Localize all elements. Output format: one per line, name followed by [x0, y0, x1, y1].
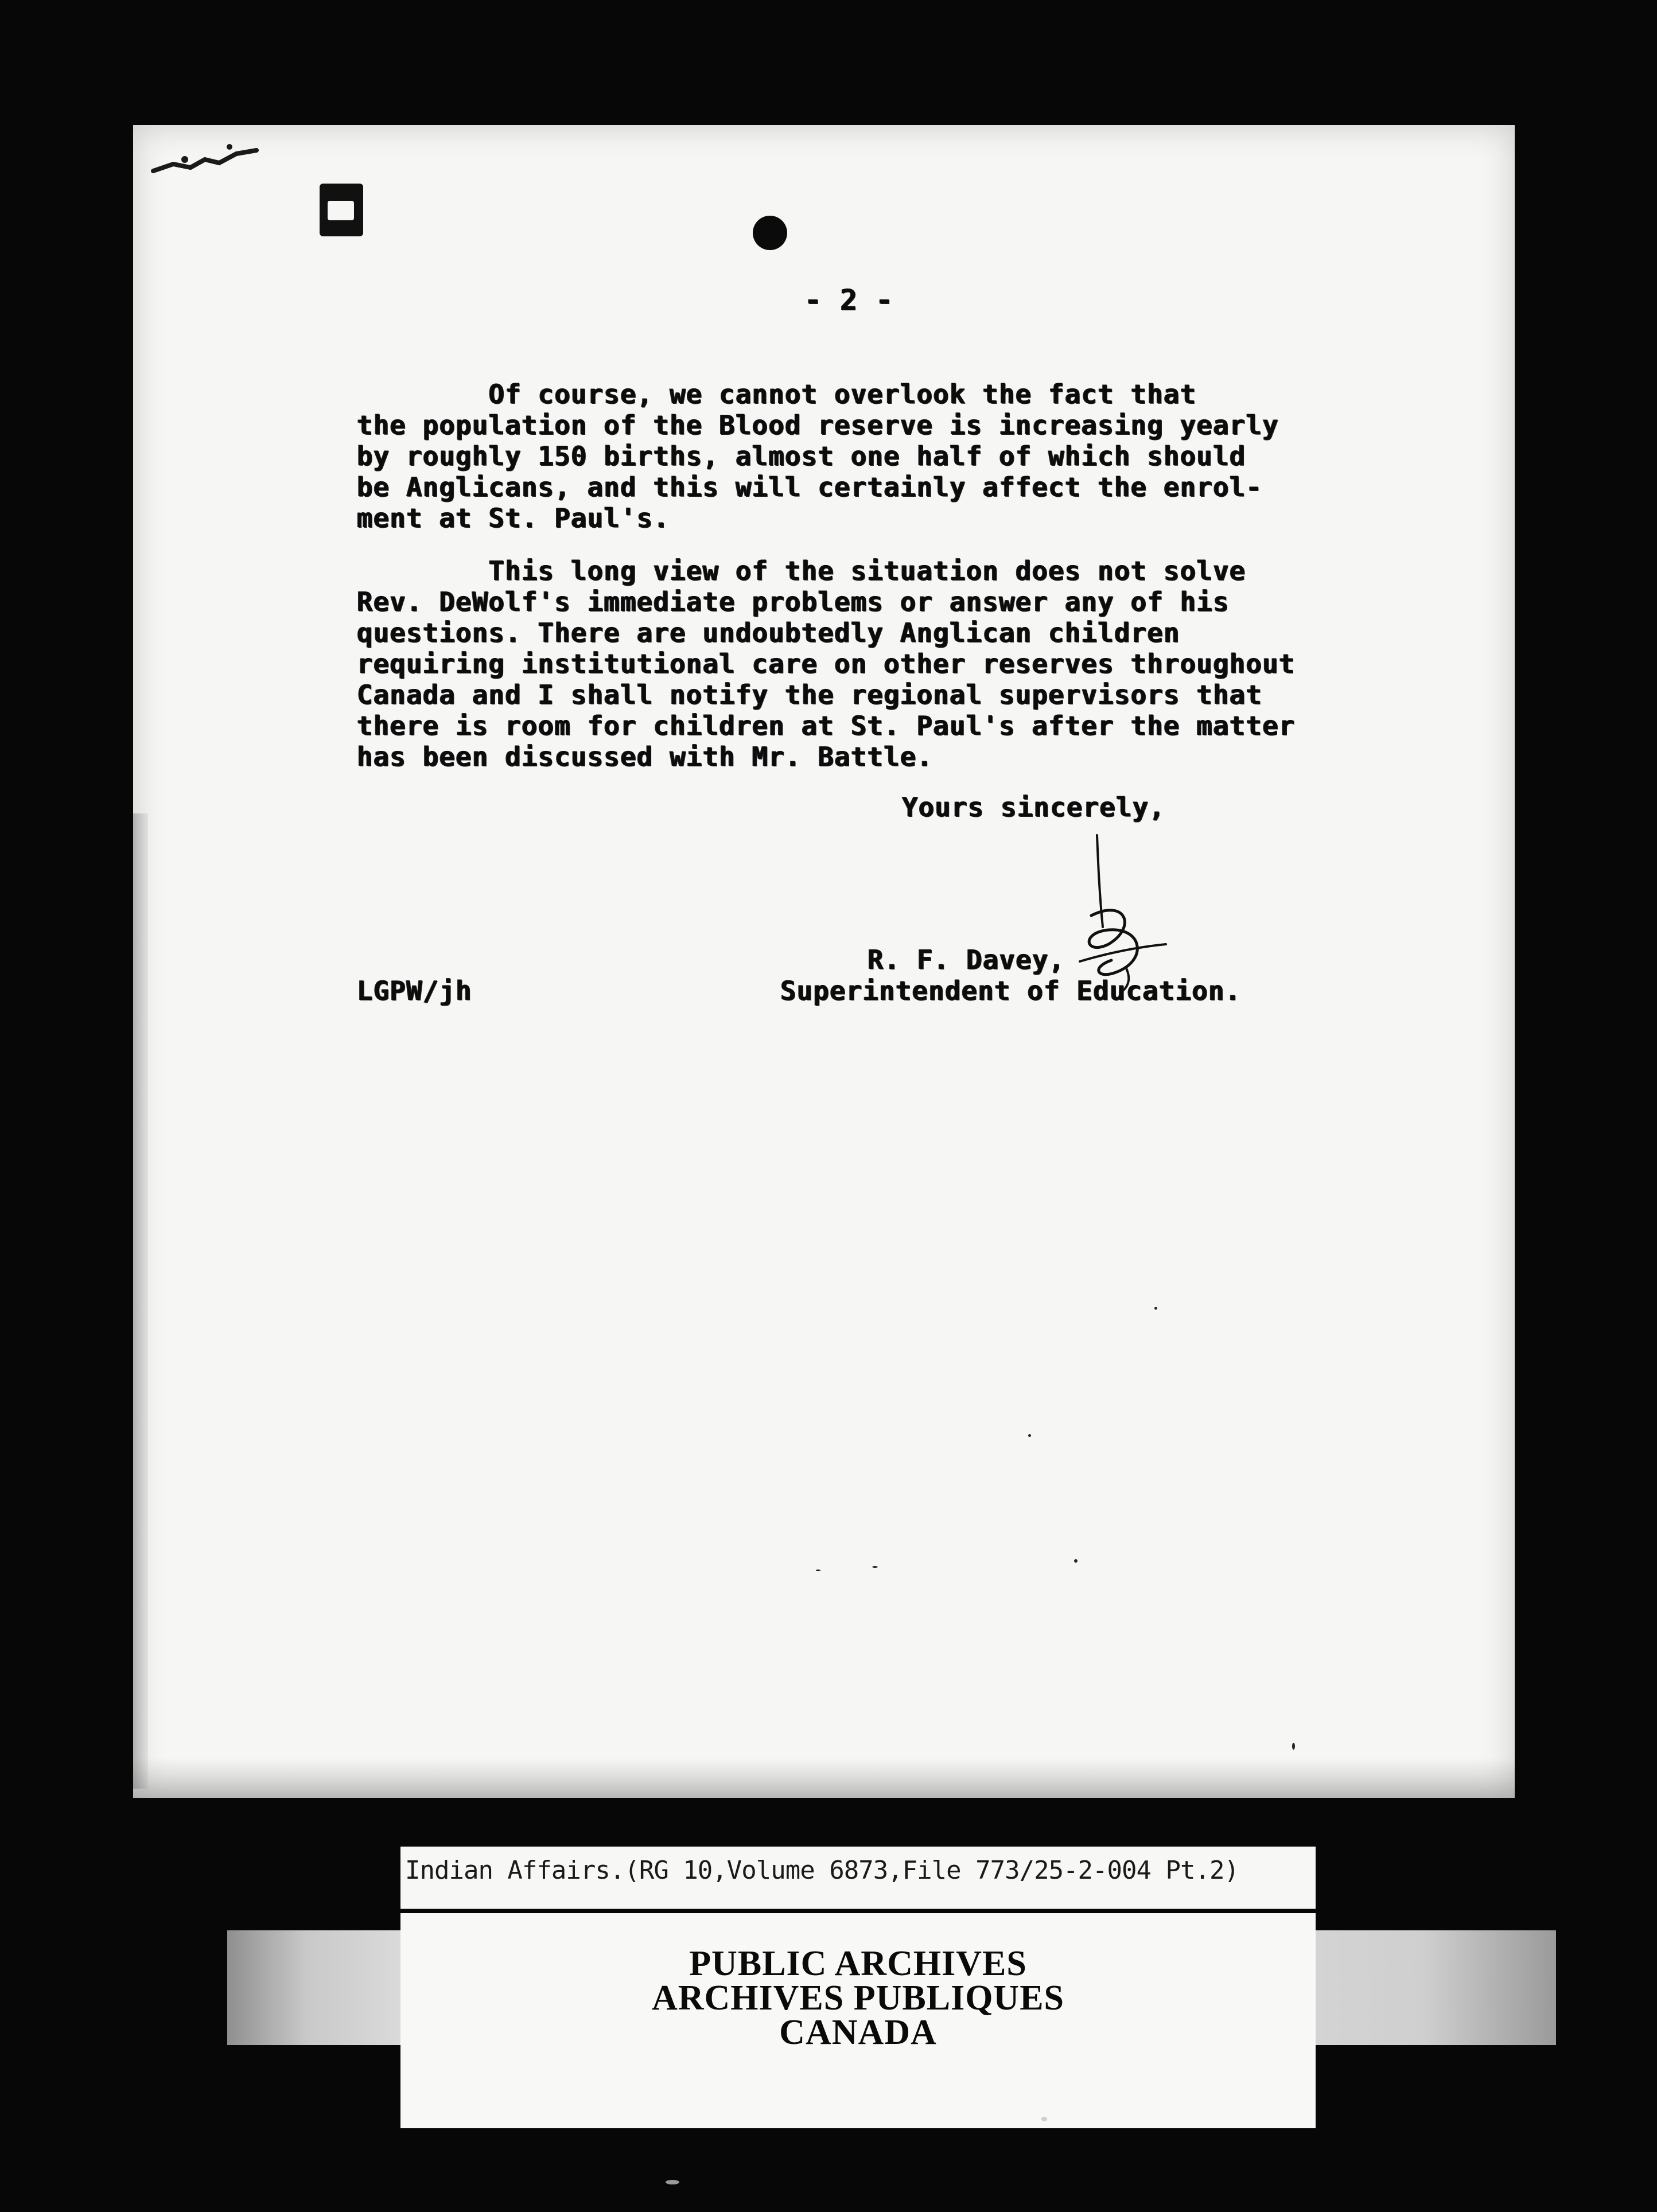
signer-name: R. F. Davey,: [868, 944, 1065, 975]
archive-stamp-card: [400, 1913, 1316, 2128]
corner-smudge-mark: [150, 142, 259, 182]
dust-speck: [1292, 1743, 1295, 1750]
stamp-public-archives: PUBLIC ARCHIVES: [689, 1944, 1027, 1983]
letter-closing: Yours sincerely,: [902, 792, 1166, 823]
dust-speck: [666, 2180, 679, 2184]
paragraph-1-line: be Anglicans, and this will certainly affect the enrol-: [357, 472, 1263, 503]
punch-hole: [753, 216, 787, 250]
paragraph-2-line: questions. There are undoubtedly Anglican children: [357, 617, 1180, 648]
dust-speck: [1074, 1559, 1078, 1563]
dust-speck: [1154, 1307, 1157, 1310]
paragraph-2-line: Canada and I shall notify the regional supervisors that: [357, 679, 1263, 710]
paragraph-1-line: ment at St. Paul's.: [357, 503, 670, 533]
paragraph-2-line: This long view of the situation does not solve: [357, 555, 1246, 586]
paragraph-1-line: Of course, we cannot overlook the fact that: [357, 379, 1197, 410]
archive-reference-slip: [400, 1847, 1316, 1909]
dust-speck: [1028, 1434, 1031, 1437]
stamp-canada: CANADA: [779, 2013, 937, 2052]
stamp-archives-publiques: ARCHIVES PUBLIQUES: [651, 1979, 1065, 2018]
page-edge-shadow: [133, 813, 148, 1789]
archive-label-strip: [233, 1798, 1352, 2128]
letter-paragraph-1: [357, 379, 1279, 533]
paragraph-2-line: requiring institutional care on other reserves throughout: [357, 648, 1296, 679]
letter-page: [133, 125, 1515, 1798]
paper-clip-mark: [320, 184, 363, 236]
letter-paragraph-2: [357, 555, 1296, 772]
paragraph-2-line: Rev. DeWolf's immediate problems or answer any of his: [357, 586, 1230, 617]
paragraph-1-line: by roughly 150 births, almost one half of which should: [357, 441, 1246, 472]
dust-speck: [816, 1570, 820, 1571]
paragraph-2-line: has been discussed with Mr. Battle.: [357, 741, 933, 772]
paragraph-2-line: there is room for children at St. Paul's after the matter: [357, 710, 1296, 741]
handwritten-signature: [1057, 829, 1172, 996]
paragraph-1-line: the population of the Blood reserve is increasing yearly: [357, 410, 1279, 441]
archive-reference-text: Indian Affairs.(RG 10,Volume 6873,File 773/25-2-004 Pt.2): [405, 1856, 1239, 1885]
page-number: - 2 -: [804, 283, 894, 317]
dust-speck: [872, 1566, 878, 1568]
signer-title: Superintendent of Education.: [780, 975, 1242, 1006]
typist-initials: LGPW/jh: [357, 975, 472, 1006]
page-bottom-shadow: [133, 1758, 1515, 1798]
dust-speck: [1041, 2117, 1047, 2121]
